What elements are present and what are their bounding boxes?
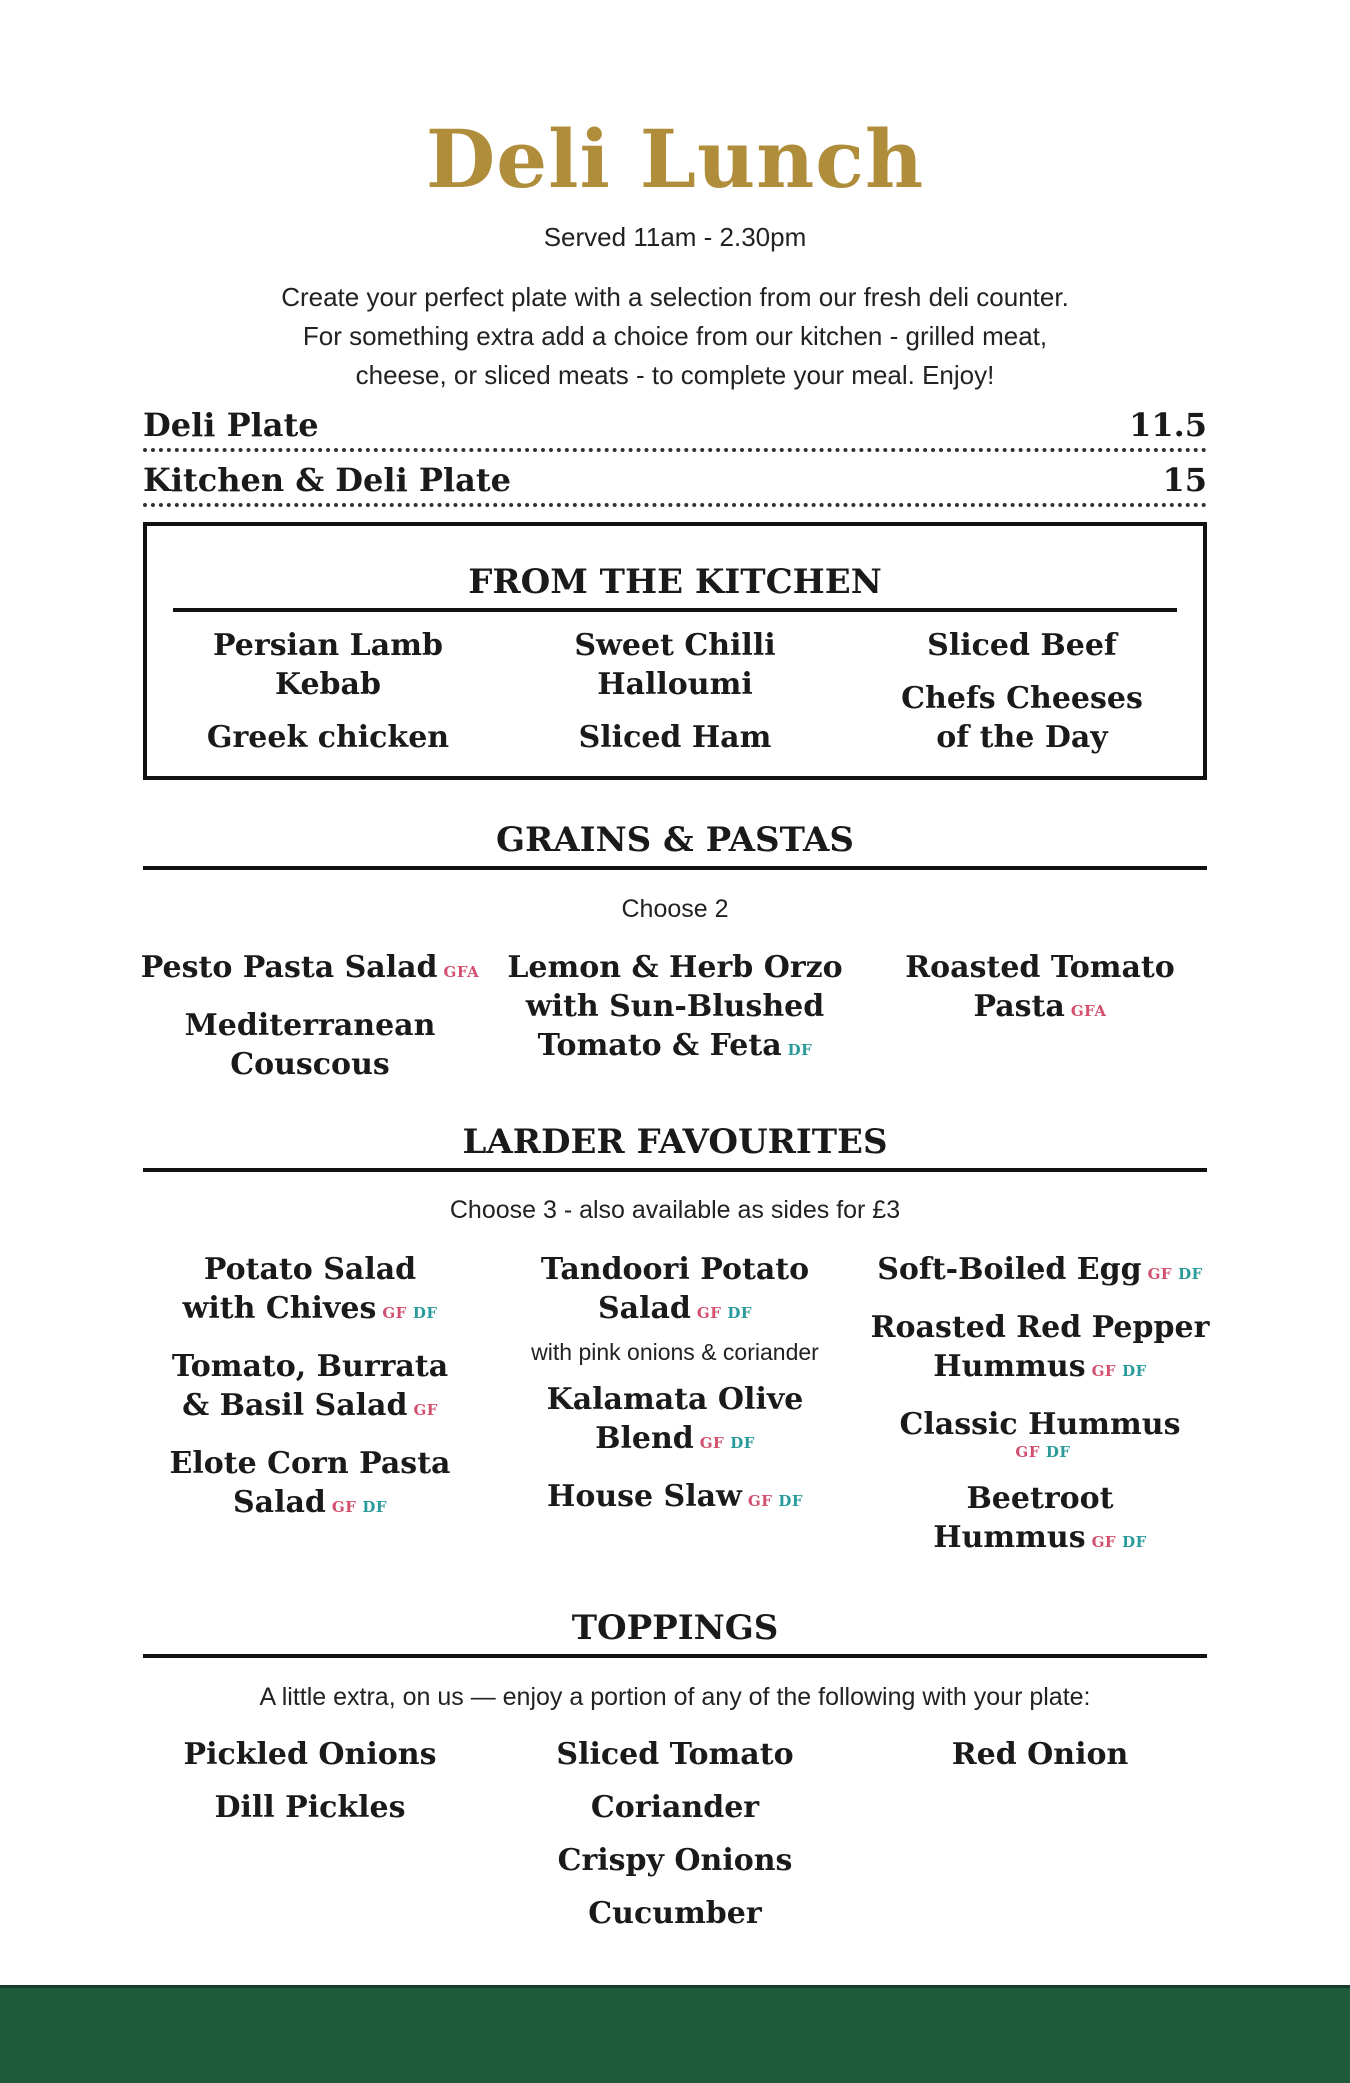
price-row-deli-plate — [143, 400, 1207, 452]
menu-title: Deli Lunch — [425, 112, 925, 206]
dietary-tag: DF — [778, 1492, 804, 1510]
grains-column — [860, 948, 1220, 1045]
larder-column — [495, 1250, 855, 1535]
menu-item-name: Red Onion — [951, 1737, 1129, 1772]
dietary-tag: DF — [412, 1304, 438, 1322]
section-subtitle-larder: Choose 3 - also available as sides for £3 — [449, 1196, 901, 1224]
dietary-tag: GF — [1147, 1265, 1173, 1283]
dietary-tag: DF — [787, 1041, 813, 1059]
menu-item-name: Cucumber — [588, 1896, 762, 1931]
menu-item-name: Tomato, Burrata & Basil Salad — [171, 1349, 449, 1423]
menu-item-name: Roasted Red Pepper Hummus — [870, 1310, 1210, 1384]
menu-item-name: Coriander — [590, 1790, 760, 1825]
menu-item — [860, 1735, 1220, 1774]
menu-item — [860, 1405, 1220, 1444]
dietary-tag: GF — [1015, 1443, 1040, 1461]
kitchen-column — [163, 626, 493, 771]
menu-item-name: Potato Salad with Chives — [182, 1252, 417, 1326]
larder-column — [860, 1250, 1220, 1576]
dietary-tag: GF — [747, 1492, 773, 1510]
price-row-kitchen-deli-plate — [143, 455, 1207, 507]
menu-item-name: Crispy Onions — [557, 1843, 793, 1878]
menu-item — [130, 1788, 490, 1827]
dietary-tag: GFA — [443, 963, 480, 981]
menu-item-name: Tandoori Potato Salad — [540, 1252, 810, 1326]
menu-item-name: Pickled Onions — [183, 1737, 437, 1772]
menu-item — [510, 718, 840, 757]
menu-item — [495, 1894, 855, 1933]
menu-item — [130, 948, 490, 992]
menu-item — [495, 1841, 855, 1880]
menu-item-name: Greek chicken — [206, 720, 450, 755]
menu-item-name: Roasted Tomato Pasta — [905, 950, 1175, 1024]
menu-item — [860, 1479, 1220, 1562]
price-item-name: Deli Plate — [143, 406, 319, 444]
section-title-grains: GRAINS & PASTAS — [143, 820, 1207, 870]
section-title-toppings: TOPPINGS — [143, 1608, 1207, 1658]
menu-item-name: Beetroot Hummus — [933, 1481, 1114, 1555]
intro-text — [200, 278, 1150, 395]
menu-item — [163, 718, 493, 757]
dietary-tag: GF — [699, 1434, 725, 1452]
dietary-tag: GF — [331, 1498, 357, 1516]
menu-item-name: Persian Lamb Kebab — [213, 628, 443, 702]
larder-column — [130, 1250, 490, 1541]
menu-item — [495, 1735, 855, 1774]
menu-item-name: Elote Corn Pasta Salad — [169, 1446, 451, 1520]
menu-item — [163, 626, 493, 704]
intro-line: Create your perfect plate with a selection from our fresh deli counter. — [281, 282, 1069, 312]
menu-item — [860, 948, 1220, 1031]
menu-item — [510, 626, 840, 704]
toppings-column — [860, 1735, 1220, 1788]
menu-item-name: Classic Hummus — [899, 1407, 1181, 1442]
menu-item — [860, 1250, 1220, 1294]
price-item-price: 11.5 — [1129, 406, 1207, 444]
section-title-kitchen: FROM THE KITCHEN — [173, 562, 1177, 612]
footer-band — [0, 1985, 1350, 2083]
dietary-tag: DF — [1122, 1362, 1147, 1380]
menu-item — [495, 1788, 855, 1827]
price-item-price: 15 — [1162, 461, 1207, 499]
menu-item-name: Sliced Beef — [927, 628, 1117, 663]
toppings-column — [130, 1735, 490, 1841]
dietary-tag: DF — [1122, 1533, 1147, 1551]
menu-item-name: Chefs Cheeses of the Day — [901, 681, 1143, 755]
dietary-tag: DF — [727, 1304, 753, 1322]
toppings-column — [495, 1735, 855, 1947]
section-subtitle-grains: Choose 2 — [621, 895, 729, 923]
menu-item — [130, 1347, 490, 1430]
menu-item-name: Sweet Chilli Halloumi — [574, 628, 776, 702]
section-title-larder: LARDER FAVOURITES — [143, 1122, 1207, 1172]
menu-item-name: Pesto Pasta Salad — [140, 950, 438, 985]
menu-item — [130, 1006, 490, 1084]
menu-item-name: Dill Pickles — [214, 1790, 406, 1825]
dietary-tag: GF — [413, 1401, 438, 1419]
kitchen-column — [857, 626, 1187, 771]
kitchen-box — [143, 522, 1207, 780]
kitchen-column — [510, 626, 840, 771]
menu-item-name: Lemon & Herb Orzo with Sun-Blushed Tomato & Feta — [507, 950, 843, 1063]
menu-item — [130, 1735, 490, 1774]
dietary-tag: GF — [1091, 1362, 1117, 1380]
menu-item — [857, 679, 1187, 757]
menu-item-name: Soft-Boiled Egg — [877, 1252, 1142, 1287]
dietary-tag: DF — [1045, 1443, 1071, 1461]
menu-item — [495, 1477, 855, 1521]
dietary-tag: GF — [696, 1304, 722, 1322]
dietary-tag-line — [860, 1442, 1220, 1461]
dietary-tag: DF — [362, 1498, 388, 1516]
grains-column — [495, 948, 855, 1084]
intro-line: For something extra add a choice from our kitchen - grilled meat, — [302, 321, 1048, 351]
intro-line: cheese, or sliced meats - to complete your meal. Enjoy! — [355, 360, 995, 390]
menu-item — [857, 626, 1187, 665]
menu-item-name: Kalamata Olive Blend — [546, 1382, 804, 1456]
dietary-tag: DF — [730, 1434, 755, 1452]
menu-item — [130, 1250, 490, 1333]
menu-item-name: Sliced Ham — [578, 720, 772, 755]
menu-item-note: with pink onions & coriander — [531, 1339, 819, 1365]
serving-times: Served 11am - 2.30pm — [543, 222, 807, 252]
menu-item-name: House Slaw — [546, 1479, 742, 1514]
menu-item — [495, 948, 855, 1070]
dietary-tag: GFA — [1070, 1002, 1107, 1020]
menu-item — [495, 1380, 855, 1463]
menu-item-name: Sliced Tomato — [556, 1737, 794, 1772]
dietary-tag: GF — [382, 1304, 407, 1322]
dietary-tag: GF — [1091, 1533, 1117, 1551]
menu-item — [495, 1250, 855, 1333]
menu-item-name: Mediterranean Couscous — [184, 1008, 436, 1082]
price-item-name: Kitchen & Deli Plate — [143, 461, 511, 499]
menu-item — [860, 1308, 1220, 1391]
grains-column — [130, 948, 490, 1098]
menu-item — [130, 1444, 490, 1527]
section-subtitle-toppings: A little extra, on us — enjoy a portion of any of the following with your plate: — [259, 1683, 1091, 1711]
dietary-tag: DF — [1178, 1265, 1203, 1283]
